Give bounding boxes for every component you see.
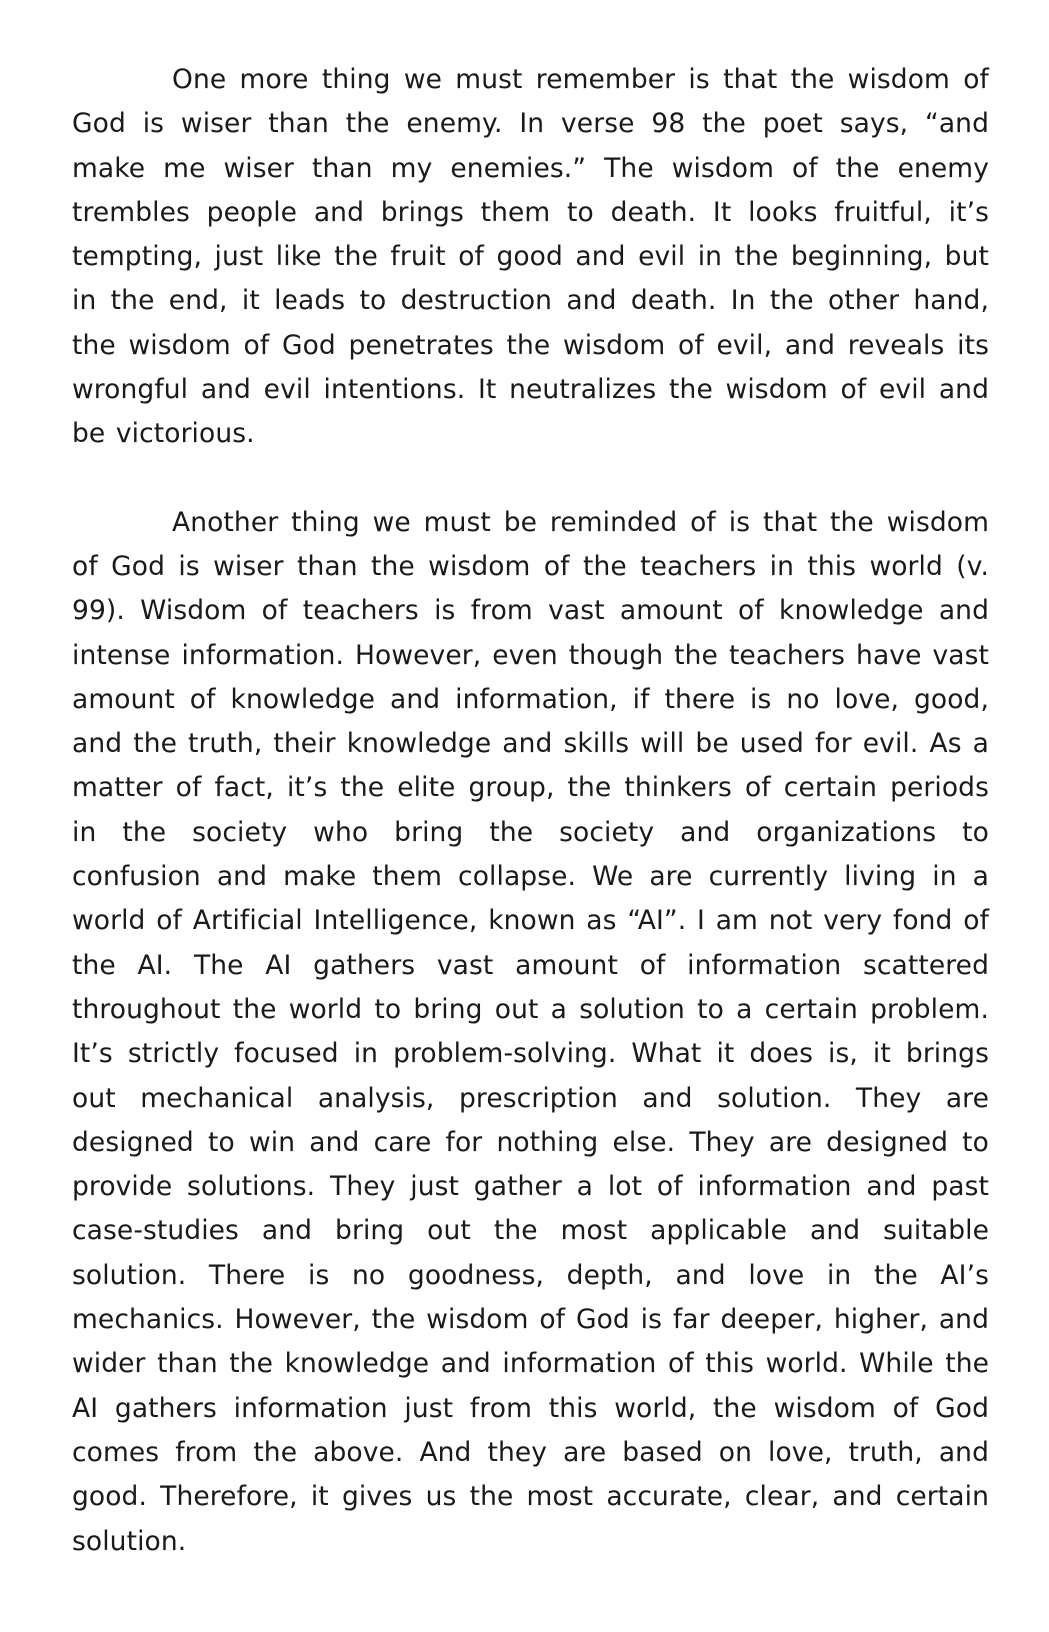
paragraph-wisdom-vs-teachers: Another thing we must be reminded of is that the wisdom of God is wiser than the wisdom of the teachers in this world (v. 99). Wisdom of teachers is from vast amount of knowledge and intense information. However, even though the teachers have vast amount of knowledge and information, if there is no love, good, and the truth, their knowledge and skills will be used for evil. As a matter of fact, it’s the elite group, the thinkers of certain periods in the society who bring the society and organizations to confusion and make them collapse. We are currently living in a world of Artificial Intelligence, known as “AI”. I am not very fond of the AI. The AI gathers vast amount of information scattered throughout the world to bring out a solution to a certain problem. It’s strictly focused in problem-solving. What it does is, it brings out mechanical analysis, prescription and solution. They are designed to win and care for nothing else. They are designed to provide solutions. They just gather a lot of information and past case-studies and bring out the most applicable and suitable solution. There is no goodness, depth, and love in the AI’s mechanics. However, the wisdom of God is far deeper, higher, and wider than the knowledge and information of this world. While the AI gathers information just from this world, the wisdom of God comes from the above. And they are based on love, truth, and good. Therefore, it gives us the most accurate, clear, and certain solution.	[72, 506, 989, 1557]
paragraph-wisdom-vs-enemy: One more thing we must remember is that the wisdom of God is wiser than the enemy. In verse 98 the poet says, “and make me wiser than my enemies.” The wisdom of the enemy trembles people and brings them to death. It looks fruitful, it’s tempting, just like the fruit of good and evil in the beginning, but in the end, it leads to destruction and death. In the other hand, the wisdom of God penetrates the wisdom of evil, and reveals its wrongful and evil intentions. It neutralizes the wisdom of evil and be victorious.	[72, 64, 989, 450]
document-page	[72, 58, 989, 1564]
